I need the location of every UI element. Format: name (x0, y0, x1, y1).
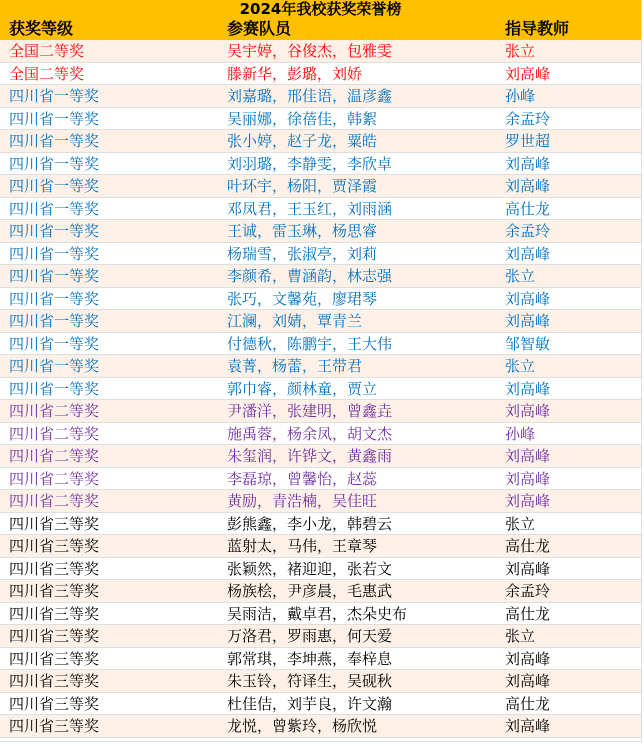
award-cell: 四川省一等奖 (0, 242, 219, 265)
advisor-cell: 孙峰 (499, 85, 641, 108)
members-cell: 李磊琼，曾馨怡，赵蕊 (219, 467, 499, 490)
table-row (0, 152, 641, 175)
award-cell: 四川省三等奖 (0, 557, 219, 580)
award-cell: 全国二等奖 (0, 62, 219, 85)
members-cell: 张小婷，赵子龙，粟皓 (219, 130, 499, 153)
table-row (0, 625, 641, 648)
members-cell: 江澜，刘婧，覃青兰 (219, 310, 499, 333)
table-row (0, 197, 641, 220)
award-cell: 四川省一等奖 (0, 197, 219, 220)
members-cell: 郭常琪，李坤燕，奉梓息 (219, 647, 499, 670)
award-cell: 四川省三等奖 (0, 602, 219, 625)
members-cell: 滕新华，彭璐，刘娇 (219, 62, 499, 85)
advisor-cell: 罗世超 (499, 130, 641, 153)
award-cell: 四川省一等奖 (0, 107, 219, 130)
award-cell: 四川省三等奖 (0, 535, 219, 558)
award-cell: 四川省一等奖 (0, 287, 219, 310)
award-cell: 四川省二等奖 (0, 400, 219, 423)
members-cell: 杜佳佶，刘芋良，许文瀚 (219, 692, 499, 715)
members-cell: 朱玉铃，符译生，吴砚秋 (219, 670, 499, 693)
award-cell: 四川省一等奖 (0, 130, 219, 153)
award-cell: 四川省三等奖 (0, 647, 219, 670)
award-cell: 四川省一等奖 (0, 152, 219, 175)
advisor-cell: 邹智敏 (499, 332, 641, 355)
advisor-cell: 刘高峰 (499, 715, 641, 738)
advisor-cell: 余孟玲 (499, 580, 641, 603)
advisor-cell: 张立 (499, 625, 641, 648)
table-row (0, 40, 641, 62)
members-cell: 杨族桧，尹彦晨，毛惠武 (219, 580, 499, 603)
award-cell: 四川省二等奖 (0, 467, 219, 490)
table-row (0, 332, 641, 355)
table-row (0, 85, 641, 108)
table-row (0, 535, 641, 558)
table-row (0, 310, 641, 333)
table-row (0, 400, 641, 423)
table-row (0, 355, 641, 378)
table-row (0, 670, 641, 693)
advisor-cell: 刘高峰 (499, 242, 641, 265)
members-cell: 杨瑞雪，张淑亭，刘莉 (219, 242, 499, 265)
members-cell: 施禹蓉，杨余凤，胡文杰 (219, 422, 499, 445)
table-row (0, 715, 641, 738)
advisor-cell: 刘高峰 (499, 310, 641, 333)
table-row (0, 62, 641, 85)
advisor-cell: 孙峰 (499, 422, 641, 445)
advisor-cell: 余孟玲 (499, 220, 641, 243)
members-cell: 王诚，雷玉琳，杨思睿 (219, 220, 499, 243)
table-row (0, 512, 641, 535)
advisor-cell: 刘高峰 (499, 647, 641, 670)
table-row (0, 692, 641, 715)
members-cell: 邓凤君，王玉红，刘雨涵 (219, 197, 499, 220)
column-header-row (0, 18, 641, 40)
award-cell: 四川省三等奖 (0, 692, 219, 715)
award-cell: 四川省三等奖 (0, 670, 219, 693)
members-cell: 李颜希，曹涵韵，林志强 (219, 265, 499, 288)
table-row (0, 647, 641, 670)
advisor-cell: 高仕龙 (499, 602, 641, 625)
members-cell: 龙悦，曾紫玲，杨欣悦 (219, 715, 499, 738)
advisor-cell: 刘高峰 (499, 557, 641, 580)
award-cell: 四川省一等奖 (0, 175, 219, 198)
award-cell: 四川省一等奖 (0, 265, 219, 288)
members-cell: 吴宇婷，谷俊杰，包雅雯 (219, 40, 499, 62)
members-cell: 刘羽璐，李静雯，李欣卓 (219, 152, 499, 175)
advisor-cell: 高仕龙 (499, 692, 641, 715)
award-cell: 四川省三等奖 (0, 715, 219, 738)
table-row (0, 445, 641, 468)
members-cell: 朱玺润，许铧文，黄鑫雨 (219, 445, 499, 468)
advisor-cell: 余孟玲 (499, 107, 641, 130)
table-row (0, 490, 641, 513)
members-cell: 张颖然，褚迎迎，张若文 (219, 557, 499, 580)
table-row (0, 265, 641, 288)
members-cell: 张巧，文馨苑，廖珺琴 (219, 287, 499, 310)
advisor-cell: 张立 (499, 265, 641, 288)
award-cell: 全国二等奖 (0, 40, 219, 62)
award-cell: 四川省三等奖 (0, 512, 219, 535)
advisor-cell: 高仕龙 (499, 535, 641, 558)
members-cell: 付德秋，陈鹏宇，王大伟 (219, 332, 499, 355)
members-cell: 袁菁，杨蕾，王带君 (219, 355, 499, 378)
table-row (0, 107, 641, 130)
advisor-cell: 刘高峰 (499, 377, 641, 400)
table-row (0, 242, 641, 265)
award-cell: 四川省三等奖 (0, 580, 219, 603)
award-cell: 四川省三等奖 (0, 625, 219, 648)
honor-table (0, 40, 641, 738)
table-row (0, 557, 641, 580)
members-cell: 尹潘洋，张建明，曾鑫垚 (219, 400, 499, 423)
award-cell: 四川省一等奖 (0, 310, 219, 333)
advisor-cell: 张立 (499, 40, 641, 62)
award-cell: 四川省一等奖 (0, 355, 219, 378)
members-cell: 黄励，青浩楠，吴佳旺 (219, 490, 499, 513)
table-row (0, 422, 641, 445)
table-row (0, 377, 641, 400)
members-cell: 叶环宇，杨阳，贾泽霞 (219, 175, 499, 198)
award-cell: 四川省二等奖 (0, 445, 219, 468)
advisor-cell: 刘高峰 (499, 152, 641, 175)
members-cell: 吴雨洁，戴卓君，杰朵史布 (219, 602, 499, 625)
award-cell: 四川省二等奖 (0, 490, 219, 513)
advisor-cell: 刘高峰 (499, 62, 641, 85)
header-advisor: 指导教师 (505, 19, 570, 38)
sheet-title: 2024年我校获奖荣誉榜 (0, 0, 641, 18)
table-row (0, 220, 641, 243)
award-cell: 四川省一等奖 (0, 85, 219, 108)
table-row (0, 175, 641, 198)
advisor-cell: 刘高峰 (499, 445, 641, 468)
members-cell: 刘嘉璐，邢佳语，温彦鑫 (219, 85, 499, 108)
advisor-cell: 刘高峰 (499, 175, 641, 198)
advisor-cell: 刘高峰 (499, 467, 641, 490)
table-row (0, 580, 641, 603)
table-row (0, 130, 641, 153)
advisor-cell: 刘高峰 (499, 670, 641, 693)
advisor-cell: 刘高峰 (499, 400, 641, 423)
award-cell: 四川省一等奖 (0, 332, 219, 355)
advisor-cell: 张立 (499, 355, 641, 378)
award-cell: 四川省二等奖 (0, 422, 219, 445)
advisor-cell: 刘高峰 (499, 490, 641, 513)
table-row (0, 287, 641, 310)
award-cell: 四川省一等奖 (0, 220, 219, 243)
table-row (0, 602, 641, 625)
members-cell: 郭巾睿，颜林童，贾立 (219, 377, 499, 400)
members-cell: 吴丽娜，徐蓓佳，韩絮 (219, 107, 499, 130)
header-team-members: 参赛队员 (227, 19, 292, 38)
table-row (0, 467, 641, 490)
award-cell: 四川省一等奖 (0, 377, 219, 400)
advisor-cell: 张立 (499, 512, 641, 535)
members-cell: 彭熊鑫，李小龙，韩碧云 (219, 512, 499, 535)
advisor-cell: 刘高峰 (499, 287, 641, 310)
members-cell: 蓝射太，马伟，王章琴 (219, 535, 499, 558)
members-cell: 万洛君，罗雨惠，何天爱 (219, 625, 499, 648)
header-award-level: 获奖等级 (9, 19, 74, 38)
advisor-cell: 高仕龙 (499, 197, 641, 220)
